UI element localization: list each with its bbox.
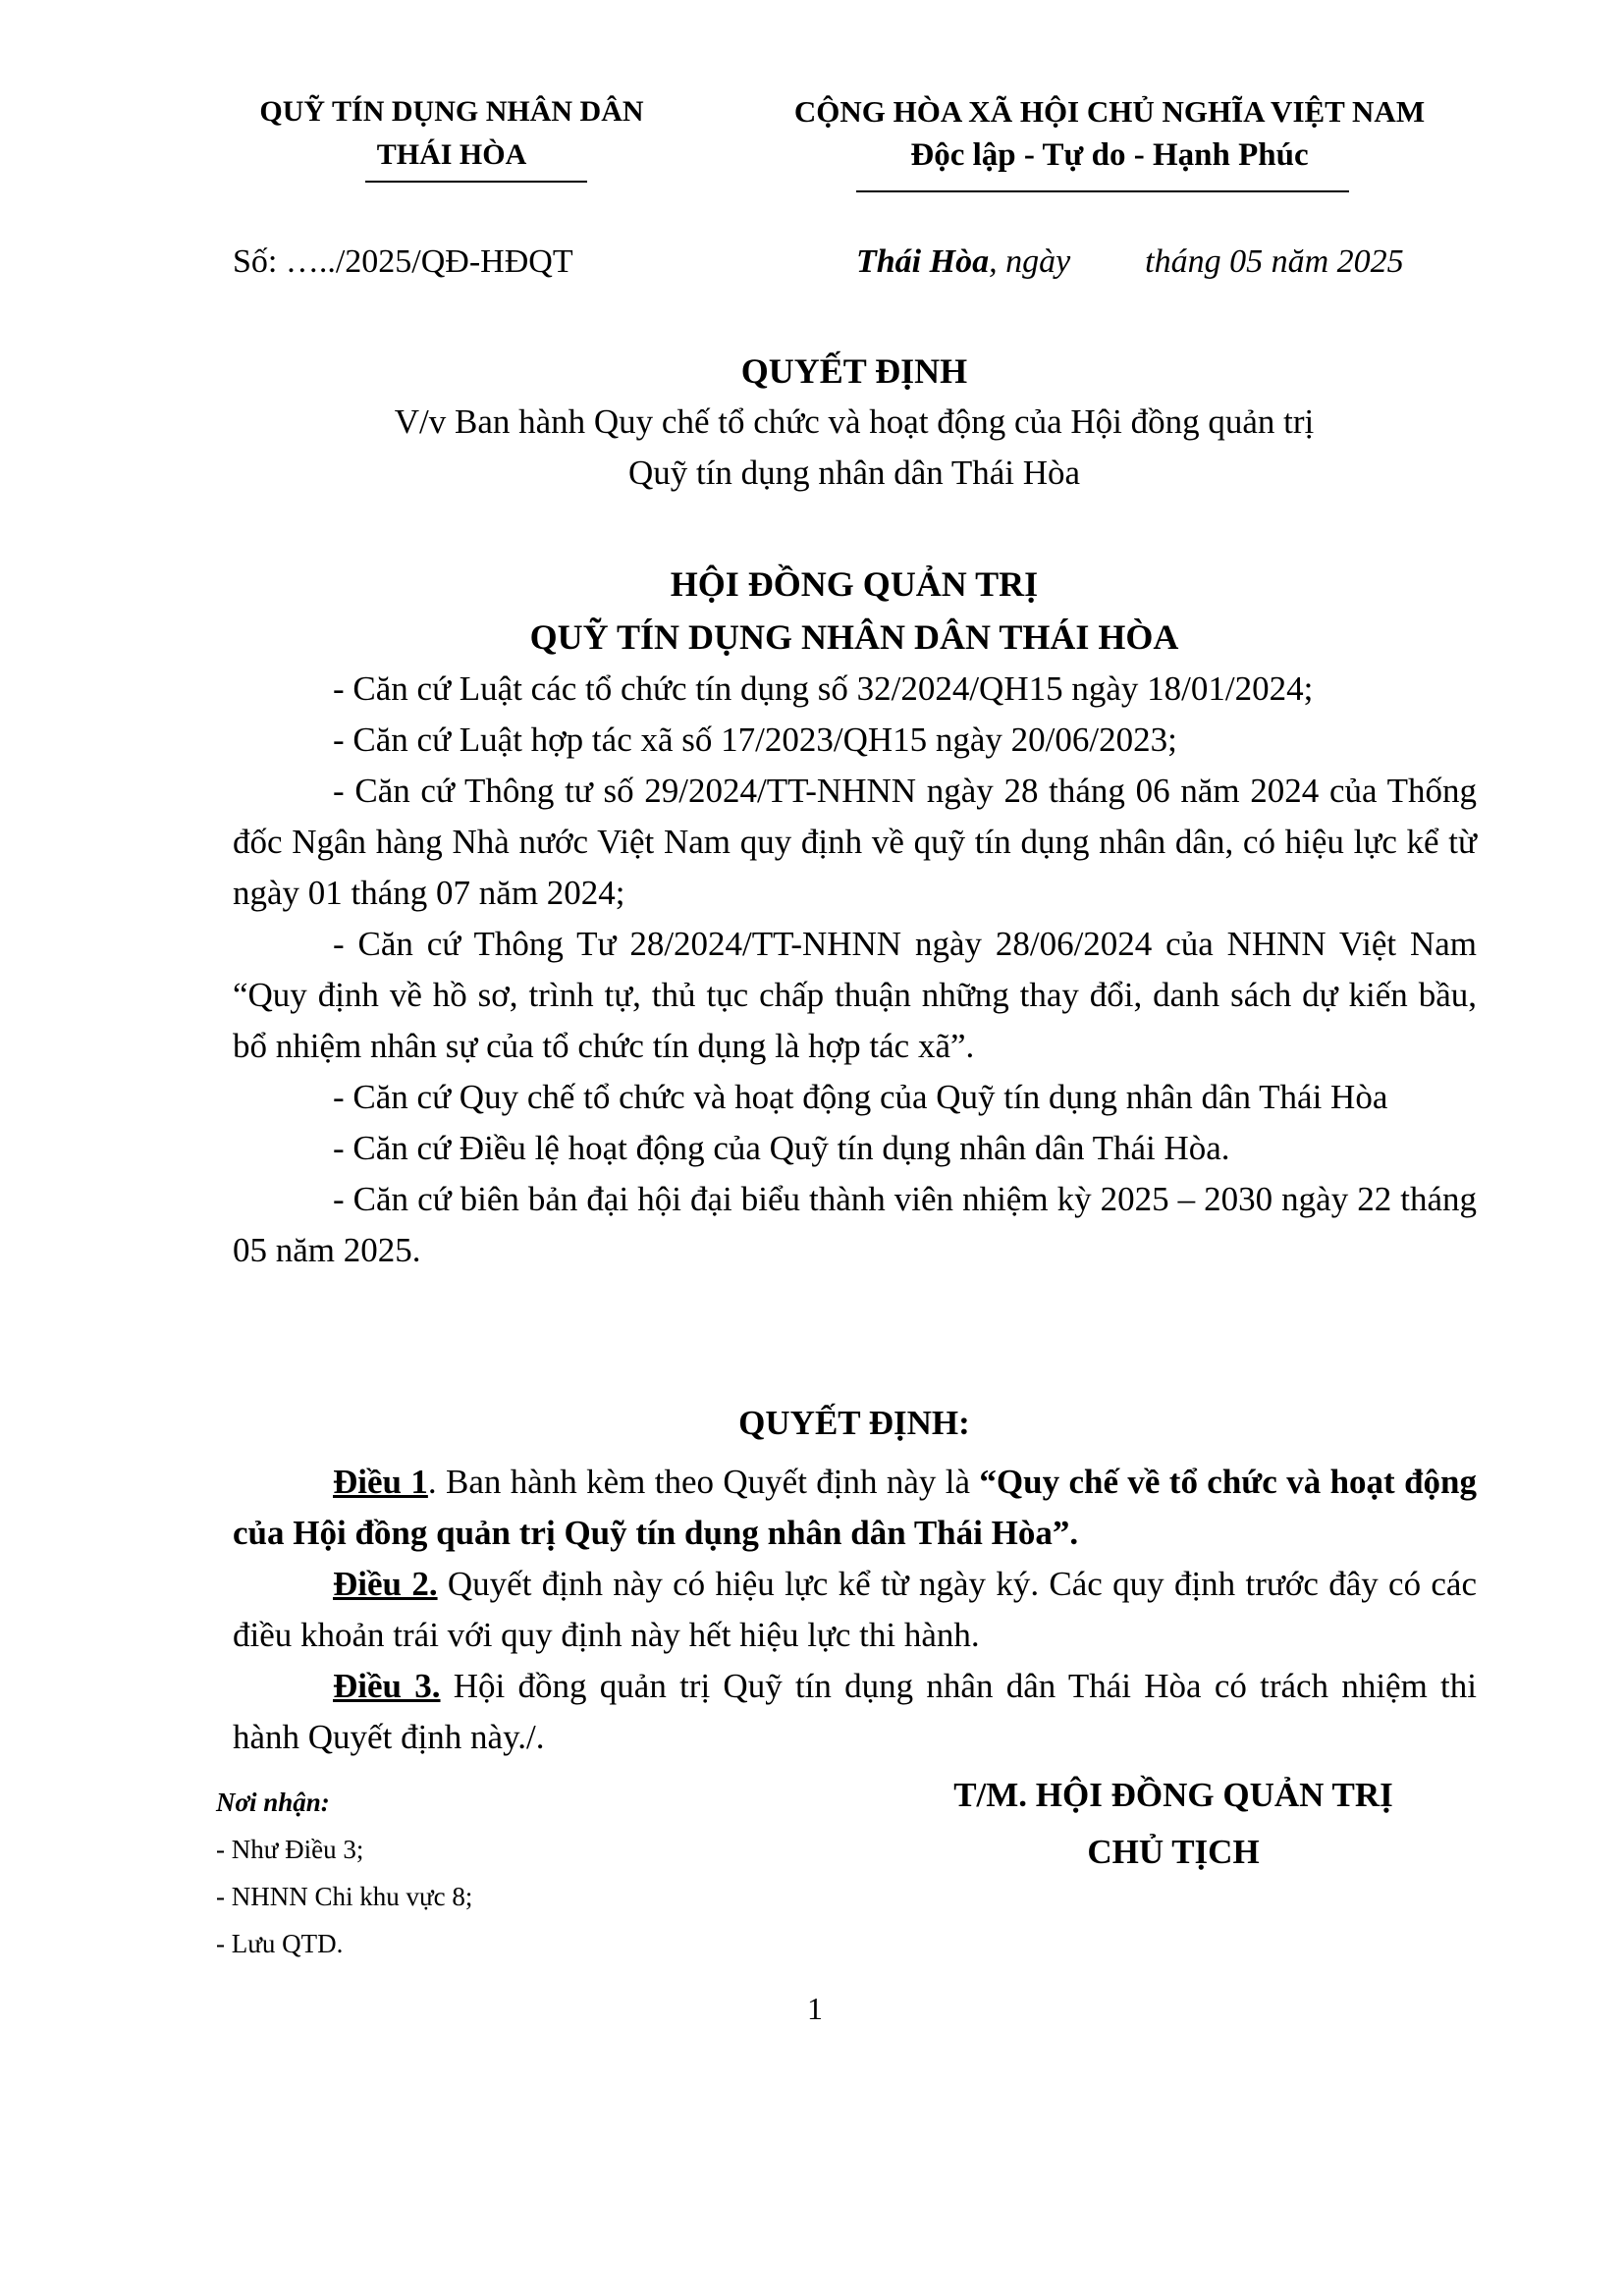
date-suffix: tháng 05 năm 2025 — [1145, 243, 1404, 280]
article-label: Điều 3. — [333, 1667, 441, 1705]
date-prefix: , ngày — [989, 243, 1071, 280]
issuer-branch: THÁI HÒA — [376, 138, 527, 171]
recipients — [216, 1779, 472, 1967]
national-motto: Độc lập - Tự do - Hạnh Phúc — [910, 137, 1309, 173]
national-heading — [687, 90, 1532, 177]
subject-line-2: Quỹ tín dụng nhân dân Thái Hòa — [627, 454, 1081, 492]
articles — [233, 1457, 1477, 1763]
article-3 — [233, 1661, 1477, 1763]
page-number: 1 — [807, 1991, 823, 2026]
article-text: Quyết định này có hiệu lực kể từ ngày ký. Các quy định trước đây có các điều khoản trái với quy định này hết hiệu lực thi hành. — [233, 1565, 1477, 1654]
issuer-underline — [365, 181, 587, 183]
issuer-block — [187, 90, 717, 177]
article-1 — [233, 1457, 1477, 1559]
authority-line-1: HỘI ĐỒNG QUẢN TRỊ — [670, 564, 1039, 604]
article-text: . Ban hành kèm theo Quyết định này là — [427, 1463, 980, 1501]
place-date — [856, 243, 1477, 281]
basis-item: - Căn cứ biên bản đại hội đại biểu thành viên nhiệm kỳ 2025 – 2030 ngày 22 tháng 05 năm 2025. — [233, 1180, 1477, 1269]
place-name: Thái Hòa — [856, 243, 990, 280]
signature-block — [864, 1767, 1483, 1881]
issuer-name: QUỸ TÍN DỤNG NHÂN DÂN — [259, 95, 644, 128]
legal-bases — [233, 664, 1477, 1276]
subject-line-1: V/v Ban hành Quy chế tổ chức và hoạt động của Hội đồng quản trị — [394, 402, 1315, 441]
basis-item: - Căn cứ Luật hợp tác xã số 17/2023/QH15 ngày 20/06/2023; — [333, 721, 1177, 759]
article-label: Điều 1 — [333, 1463, 428, 1501]
article-text: Hội đồng quản trị Quỹ tín dụng nhân dân Thái Hòa có trách nhiệm thi hành Quyết định này./. — [233, 1667, 1478, 1756]
title-heading: QUYẾT ĐỊNH — [740, 351, 968, 391]
basis-item: - Căn cứ Thông tư số 29/2024/TT-NHNN ngày 28 tháng 06 năm 2024 của Thống đốc Ngân hàng Nhà nước Việt Nam quy định về quỹ tín dụng nhân dân, có hiệu lực kể từ ngày 01 tháng 07 năm 2024; — [233, 772, 1477, 912]
authority-line-2: QUỸ TÍN DỤNG NHÂN DÂN THÁI HÒA — [529, 617, 1179, 657]
recipient-item: - Lưu QTD. — [216, 1929, 344, 1958]
document-number: Số: …../2025/QĐ-HĐQT — [233, 243, 573, 280]
article-label: Điều 2. — [333, 1565, 438, 1603]
article-2 — [233, 1559, 1477, 1661]
basis-item: - Căn cứ Thông Tư 28/2024/TT-NHNN ngày 28/06/2024 của NHNN Việt Nam “Quy định về hồ sơ, trình tự, thủ tục chấp thuận những thay đổi, danh sách dự kiến bầu, bổ nhiệm nhân sự của tổ chức tín dụng là hợp tác xã”. — [233, 925, 1477, 1065]
signature-on-behalf: T/M. HỘI ĐỒNG QUẢN TRỊ — [953, 1776, 1393, 1814]
issuing-authority — [226, 558, 1483, 664]
article-bold-text: “Quy chế về tổ chức và hoạt động của Hội đồng quản trị Quỹ tín dụng nhân dân Thái Hòa”. — [233, 1463, 1477, 1552]
decision-title — [226, 346, 1483, 499]
motto-underline — [856, 190, 1349, 192]
recipients-heading: Nơi nhận: — [216, 1788, 330, 1817]
signature-title: CHỦ TỊCH — [1087, 1833, 1260, 1871]
recipient-item: - Như Điều 3; — [216, 1835, 364, 1864]
decision-heading: QUYẾT ĐỊNH: — [738, 1404, 970, 1442]
basis-item: - Căn cứ Điều lệ hoạt động của Quỹ tín dụng nhân dân Thái Hòa. — [333, 1129, 1230, 1167]
recipient-item: - NHNN Chi khu vực 8; — [216, 1882, 473, 1911]
nation-name: CỘNG HÒA XÃ HỘI CHỦ NGHĨA VIỆT NAM — [793, 94, 1426, 129]
basis-item: - Căn cứ Luật các tổ chức tín dụng số 32/2024/QH15 ngày 18/01/2024; — [333, 669, 1314, 708]
basis-item: - Căn cứ Quy chế tổ chức và hoạt động của Quỹ tín dụng nhân dân Thái Hòa — [333, 1078, 1388, 1116]
